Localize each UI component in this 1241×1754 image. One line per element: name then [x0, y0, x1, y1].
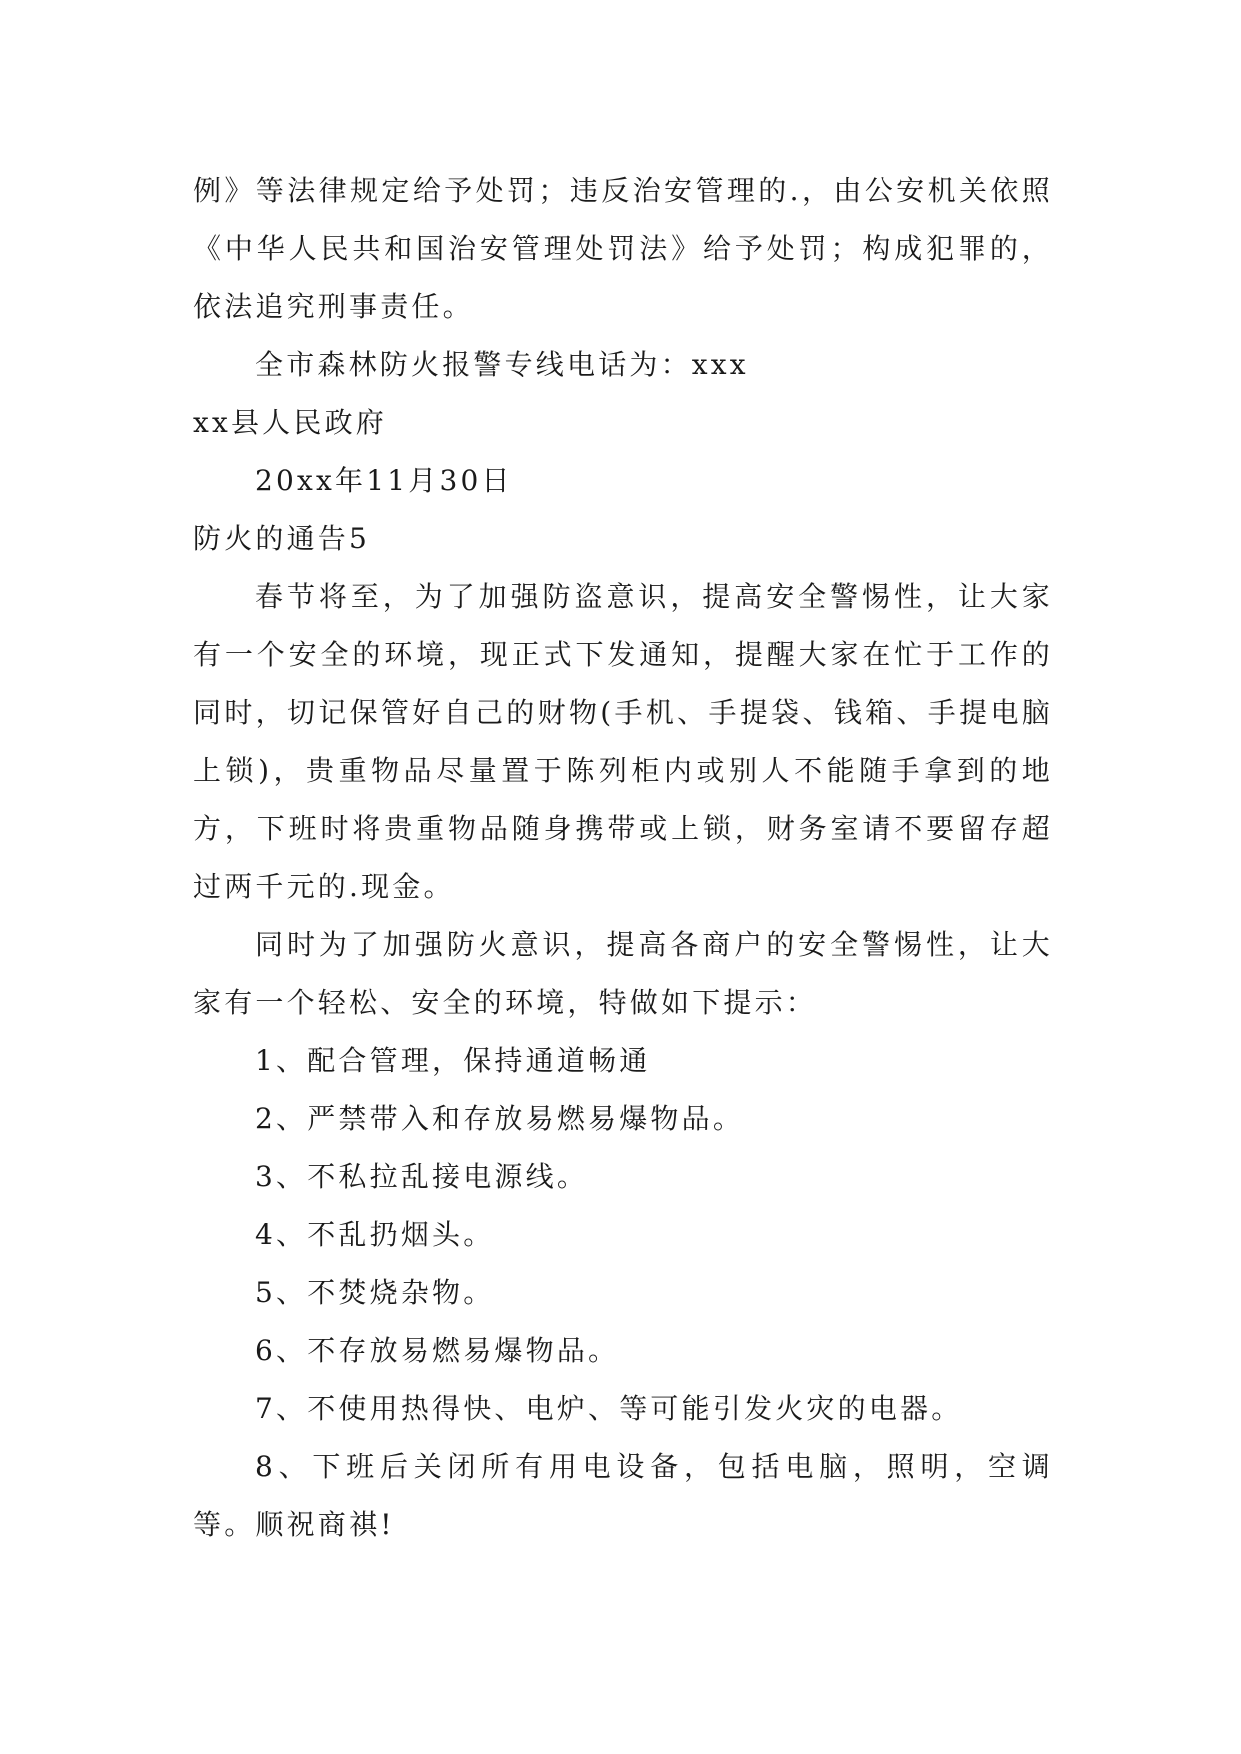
paragraph-hotline: 全市森林防火报警专线电话为：xxx: [255, 348, 749, 381]
section-heading: 防火的通告5: [193, 522, 371, 555]
list-item: 6、不存放易燃易爆物品。: [255, 1334, 620, 1367]
list-item: 1、配合管理，保持通道畅通: [255, 1044, 651, 1077]
list-item: 3、不私拉乱接电源线。: [255, 1160, 589, 1193]
list-item: 8、下班后关闭所有用电设备，包括电脑，照明，空调等。顺祝商祺!: [193, 1450, 1053, 1541]
document-body: [193, 162, 1053, 1554]
list-item: 4、不乱扔烟头。: [255, 1218, 495, 1251]
list-item: 5、不焚烧杂物。: [255, 1276, 495, 1309]
list-item: 7、不使用热得快、电炉、等可能引发火灾的电器。: [255, 1392, 963, 1425]
list-item: 2、严禁带入和存放易燃易爆物品。: [255, 1102, 745, 1135]
issuer-name: xx县人民政府: [193, 406, 387, 439]
issue-date: 20xx年11月30日: [255, 464, 513, 497]
paragraph-theft-notice: 春节将至，为了加强防盗意识，提高安全警惕性，让大家有一个安全的环境，现正式下发通知，提醒大家在忙于工作的同时，切记保管好自己的财物(手机、手提袋、钱箱、手提电脑上锁)，贵重物品尽量置于陈列柜内或别人不能随手拿到的地方，下班时将贵重物品随身携带或上锁，财务室请不要留存超过两千元的.现金。: [193, 580, 1053, 903]
paragraph-penalty-clause: 例》等法律规定给予处罚；违反治安管理的.，由公安机关依照《中华人民共和国治安管理处罚法》给予处罚；构成犯罪的，依法追究刑事责任。: [193, 174, 1053, 323]
paragraph-fire-notice: 同时为了加强防火意识，提高各商户的安全警惕性，让大家有一个轻松、安全的环境，特做如下提示：: [193, 928, 1053, 1019]
